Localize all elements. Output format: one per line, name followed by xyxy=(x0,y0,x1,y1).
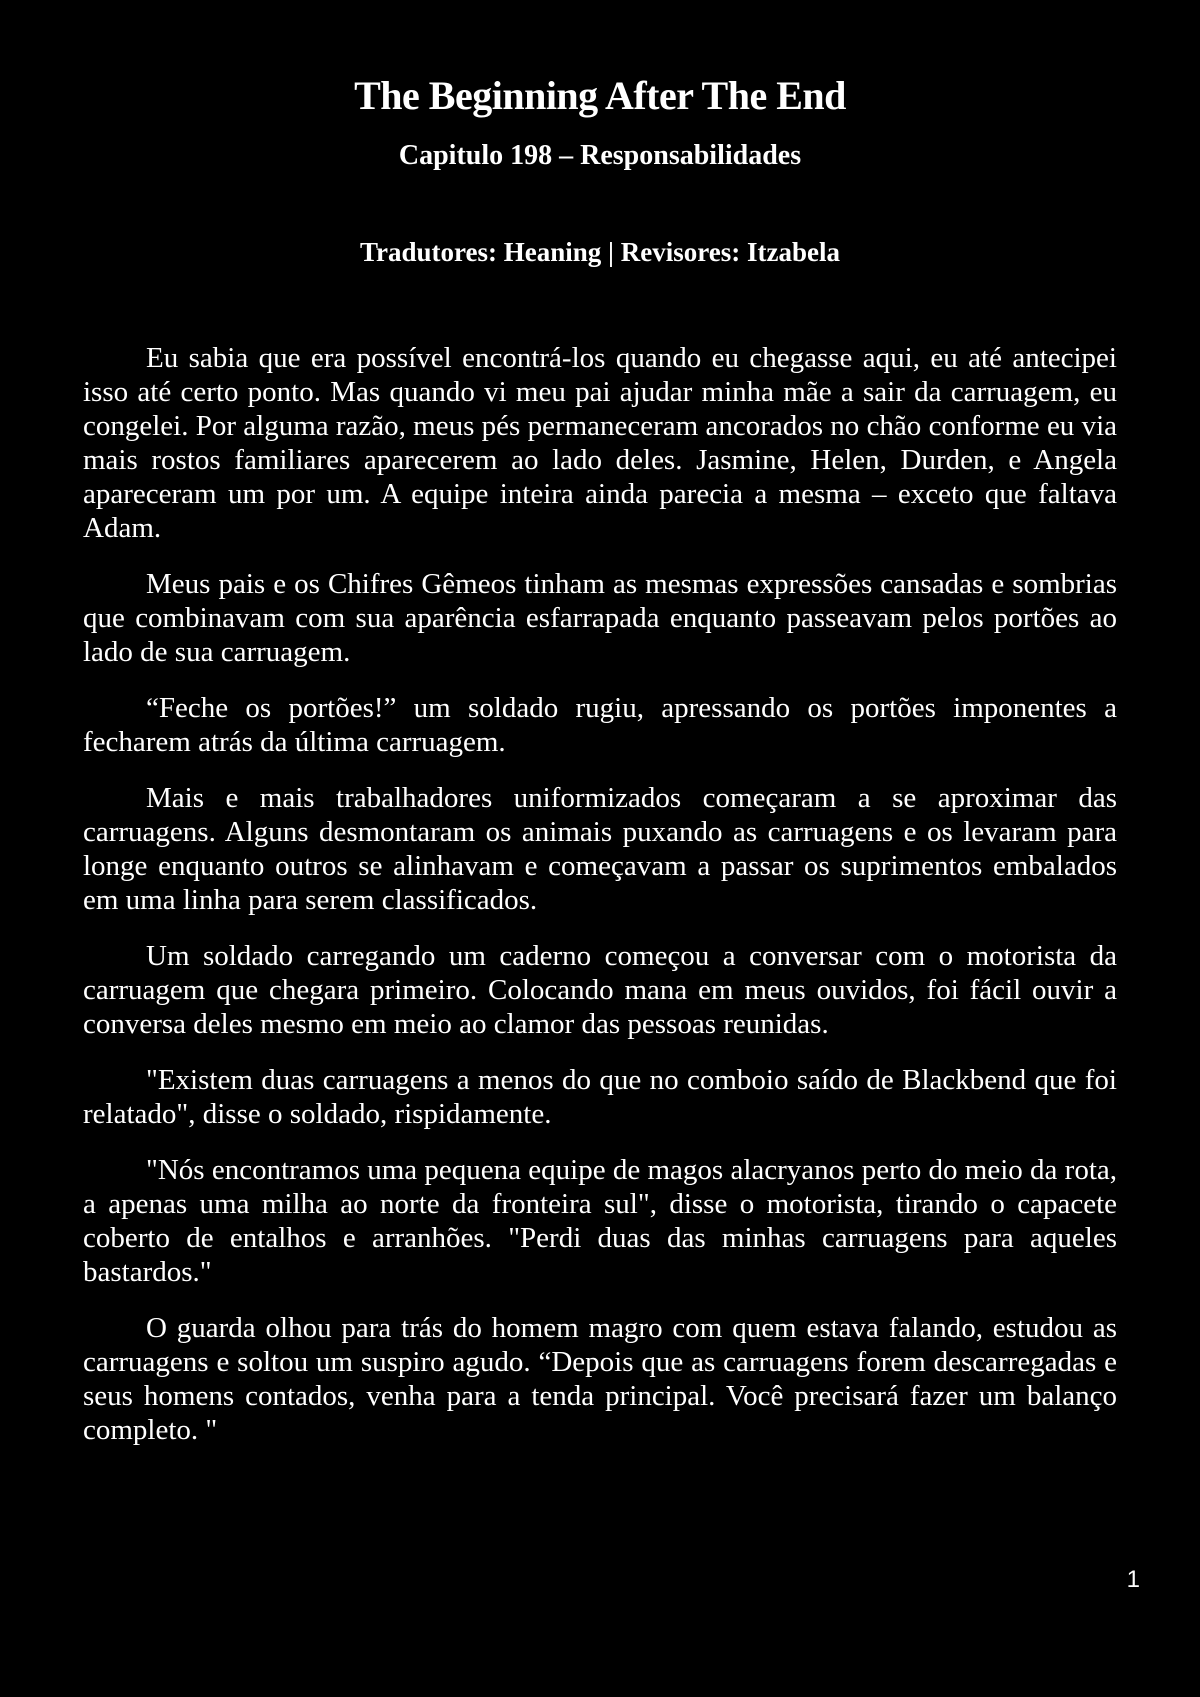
chapter-title: Capitulo 198 – Responsabilidades xyxy=(398,140,802,171)
paragraph-6: "Existem duas carruagens a menos do que no comboio saído de Blackbend que foi relatado", disse o soldado, rispidamente. xyxy=(83,1064,1117,1130)
paragraph-5: Um soldado carregando um caderno começou a conversar com o motorista da carruagem que chegara primeiro. Colocando mana em meus ouvidos, foi fácil ouvir a conversa deles mesmo em meio ao clamor das pessoas reunidas. xyxy=(83,940,1117,1040)
translator-credits: Tradutores: Heaning | Revisores: Itzabela xyxy=(360,237,840,267)
book-title: The Beginning After The End xyxy=(354,73,846,118)
page-number: 1 xyxy=(1126,1566,1140,1593)
paragraph-1: Eu sabia que era possível encontrá-los quando eu chegasse aqui, eu até antecipei isso até certo ponto. Mas quando vi meu pai ajudar minha mãe a sair da carruagem, eu congelei. Por alguma razão, meus pés permaneceram ancorados no chão conforme eu via mais rostos familiares aparecerem ao lado deles. Jasmine, Helen, Durden, e Angela apareceram um por um. A equipe inteira ainda parecia a mesma – exceto que faltava Adam. xyxy=(83,342,1117,544)
paragraph-2: Meus pais e os Chifres Gêmeos tinham as mesmas expressões cansadas e sombrias que combinavam com sua aparência esfarrapada enquanto passeavam pelos portões ao lado de sua carruagem. xyxy=(83,568,1117,668)
paragraph-3: “Feche os portões!” um soldado rugiu, apressando os portões imponentes a fecharem atrás da última carruagem. xyxy=(83,692,1117,758)
paragraph-7: "Nós encontramos uma pequena equipe de magos alacryanos perto do meio da rota, a apenas uma milha ao norte da fronteira sul", disse o motorista, tirando o capacete coberto de entalhos e arranhões. "Perdi duas das minhas carruagens para aqueles bastardos." xyxy=(83,1154,1117,1288)
paragraph-4: Mais e mais trabalhadores uniformizados começaram a se aproximar das carruagens. Alguns desmontaram os animais puxando as carruagens e os levaram para longe enquanto outros se alinhavam e começavam a passar os suprimentos embalados em uma linha para serem classificados. xyxy=(83,782,1117,916)
chapter-body xyxy=(83,341,1117,1469)
paragraph-8: O guarda olhou para trás do homem magro com quem estava falando, estudou as carruagens e soltou um suspiro agudo. “Depois que as carruagens forem descarregadas e seus homens contados, venha para a tenda principal. Você precisará fazer um balanço completo. " xyxy=(83,1312,1117,1446)
